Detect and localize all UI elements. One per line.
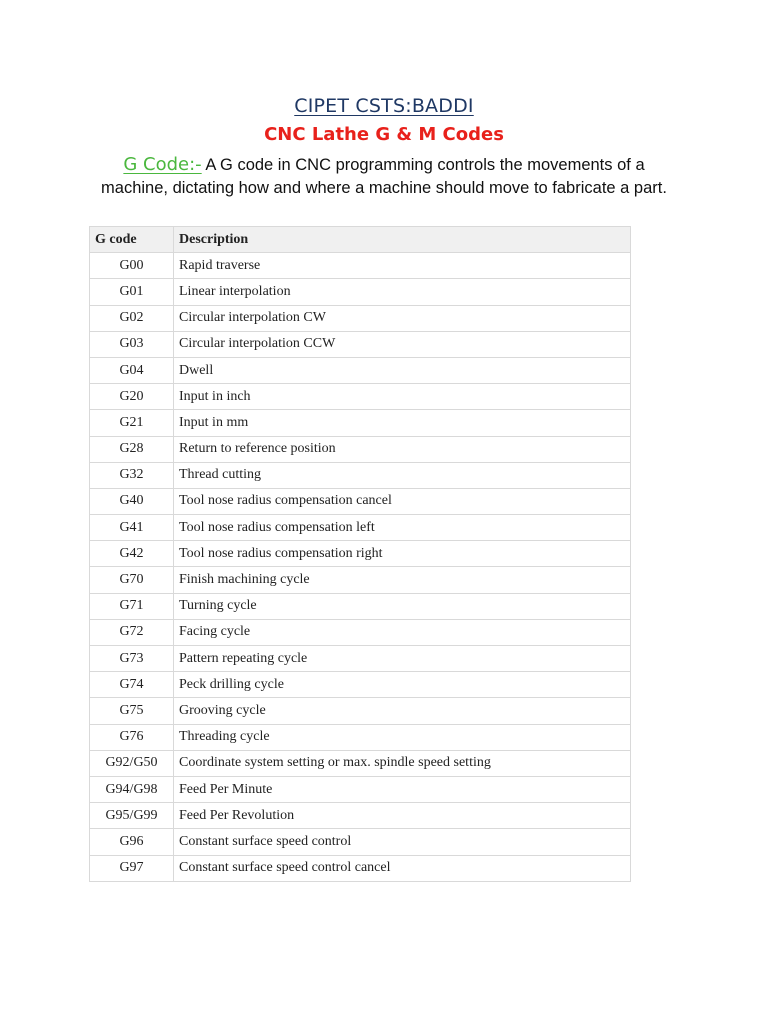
g-code-cell: G32 [90,462,174,488]
table-row [90,724,631,750]
g-code-cell: G00 [90,253,174,279]
description-cell: Input in mm [174,410,631,436]
g-code-table [89,226,631,882]
intro-text: A G code in CNC programming controls the movements of a machine, dictating how and where a machine should move to fabricate a part. [101,156,667,197]
description-cell: Feed Per Minute [174,776,631,802]
g-code-cell: G21 [90,410,174,436]
description-cell: Rapid traverse [174,253,631,279]
description-cell: Turning cycle [174,593,631,619]
g-code-cell: G71 [90,593,174,619]
g-code-cell: G04 [90,357,174,383]
description-cell: Finish machining cycle [174,567,631,593]
description-cell: Return to reference position [174,436,631,462]
table-row [90,750,631,776]
description-cell: Threading cycle [174,724,631,750]
g-code-cell: G96 [90,829,174,855]
g-code-cell: G92/G50 [90,750,174,776]
table-body [90,253,631,882]
description-cell: Grooving cycle [174,698,631,724]
table-row [90,488,631,514]
g-code-cell: G20 [90,384,174,410]
org-title: CIPET CSTS:BADDI [294,95,474,117]
table-row [90,593,631,619]
table-row [90,279,631,305]
table-row [90,698,631,724]
g-code-cell: G72 [90,619,174,645]
column-header-description: Description [174,227,631,253]
g-code-cell: G95/G99 [90,803,174,829]
description-cell: Circular interpolation CW [174,305,631,331]
description-cell: Peck drilling cycle [174,672,631,698]
g-code-label: G Code:- [123,154,202,175]
table-row [90,462,631,488]
description-cell: Linear interpolation [174,279,631,305]
g-code-cell: G03 [90,331,174,357]
table-header-row [90,227,631,253]
table-row [90,253,631,279]
description-cell: Dwell [174,357,631,383]
description-cell: Constant surface speed control cancel [174,855,631,881]
table-row [90,776,631,802]
table-row [90,829,631,855]
document-title: CNC Lathe G & M Codes [264,124,504,145]
table-row [90,436,631,462]
g-code-cell: G76 [90,724,174,750]
table-row [90,410,631,436]
table-row [90,305,631,331]
description-cell: Coordinate system setting or max. spindle speed setting [174,750,631,776]
g-code-cell: G74 [90,672,174,698]
table-row [90,803,631,829]
g-code-cell: G40 [90,488,174,514]
g-code-cell: G73 [90,646,174,672]
description-cell: Input in inch [174,384,631,410]
g-code-cell: G97 [90,855,174,881]
table-row [90,541,631,567]
table-row [90,357,631,383]
description-cell: Facing cycle [174,619,631,645]
g-code-cell: G02 [90,305,174,331]
table-row [90,619,631,645]
table-row [90,855,631,881]
intro-paragraph [96,153,672,200]
g-code-cell: G28 [90,436,174,462]
table-row [90,672,631,698]
description-cell: Feed Per Revolution [174,803,631,829]
g-code-cell: G94/G98 [90,776,174,802]
g-code-cell: G41 [90,515,174,541]
description-cell: Tool nose radius compensation right [174,541,631,567]
description-cell: Tool nose radius compensation left [174,515,631,541]
g-code-cell: G75 [90,698,174,724]
g-code-cell: G42 [90,541,174,567]
column-header-g-code: G code [90,227,174,253]
description-cell: Constant surface speed control [174,829,631,855]
table-row [90,331,631,357]
description-cell: Circular interpolation CCW [174,331,631,357]
g-code-cell: G01 [90,279,174,305]
description-cell: Thread cutting [174,462,631,488]
table-row [90,646,631,672]
table-row [90,515,631,541]
table-row [90,384,631,410]
description-cell: Pattern repeating cycle [174,646,631,672]
g-code-cell: G70 [90,567,174,593]
description-cell: Tool nose radius compensation cancel [174,488,631,514]
table-row [90,567,631,593]
